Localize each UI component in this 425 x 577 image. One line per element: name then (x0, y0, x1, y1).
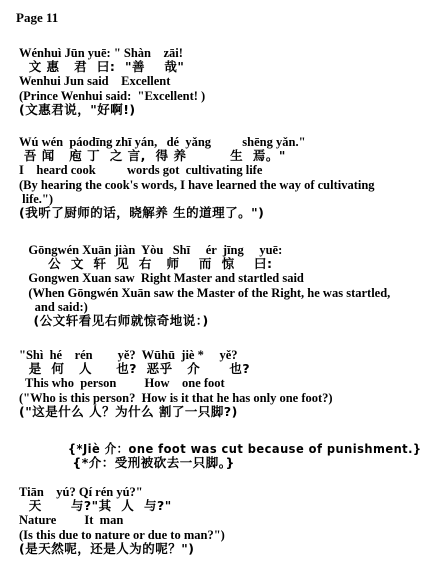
chinese-text-line: (文惠君说，"好啊!) (19, 101, 136, 117)
text-line: (By hearing the cook's words, I have learned the way of cultivating (19, 177, 375, 192)
page-number: Page 11 (16, 10, 59, 25)
text-line: Wenhui Jun said Excellent (19, 74, 171, 89)
text-line: (When Gōngwén Xuān saw the Master of the Right, he was startled, (19, 285, 391, 300)
chinese-text-line: {*介：受刑被砍去一只脚。} (19, 455, 235, 471)
text-line: Nature It man (19, 513, 124, 528)
text-line: This who person How one foot (19, 376, 225, 391)
chinese-text-line: {*Jiè 介：one foot was cut because of punishment.} (19, 441, 422, 456)
chinese-text-line: (我听了厨师的话，晓解养 生的道理了。") (19, 205, 265, 220)
text-line: and said:) (19, 299, 88, 314)
text-line: "Shì hé rén yě? Wūhū jiè * yě? (19, 348, 238, 362)
text-line: Wénhuì Jūn yuē: " Shàn zāi! (19, 46, 183, 60)
text-line: I heard cook words got cultivating life (19, 163, 263, 178)
chinese-text-line: (公文轩看见右师就惊奇地说：) (19, 313, 209, 328)
text-line: Wú wén páodīng zhī yán, dé yǎng shēng yǎn." (19, 135, 306, 149)
text-line: Gongwen Xuan saw Right Master and startled said (19, 271, 304, 286)
text-line: (Prince Wenhui said: "Excellent! ) (19, 88, 206, 103)
text-line: Tiān yú? Qí rén yú?" (19, 485, 143, 499)
chinese-text-line: 天 与?"其 人 与?" (19, 498, 172, 514)
chinese-text-line: 公 文 轩 见 右 师 而 惊 曰: (19, 256, 273, 272)
text-line: (Is this due to nature or due to man?") (19, 527, 225, 542)
chinese-text-line: ("这是什么 人？为什么 割了一只脚?) (19, 403, 238, 419)
chinese-text-line: 是 何 人 也? 恶乎 介 也? (19, 361, 251, 377)
chinese-text-line: 吾 闻 庖 丁 之 言, 得 养 生 焉。" (19, 148, 286, 164)
text-line: Gōngwén Xuān jiàn Yòu Shī ér jīng yuē: (19, 243, 283, 257)
chinese-text-line: 文 惠 君 曰: "善 哉" (19, 59, 185, 75)
text-line: life.") (19, 191, 54, 206)
chinese-text-line: (是天然呢，还是人为的呢？") (19, 540, 195, 556)
text-line: ("Who is this person? How is it that he has only one foot?) (19, 390, 333, 405)
